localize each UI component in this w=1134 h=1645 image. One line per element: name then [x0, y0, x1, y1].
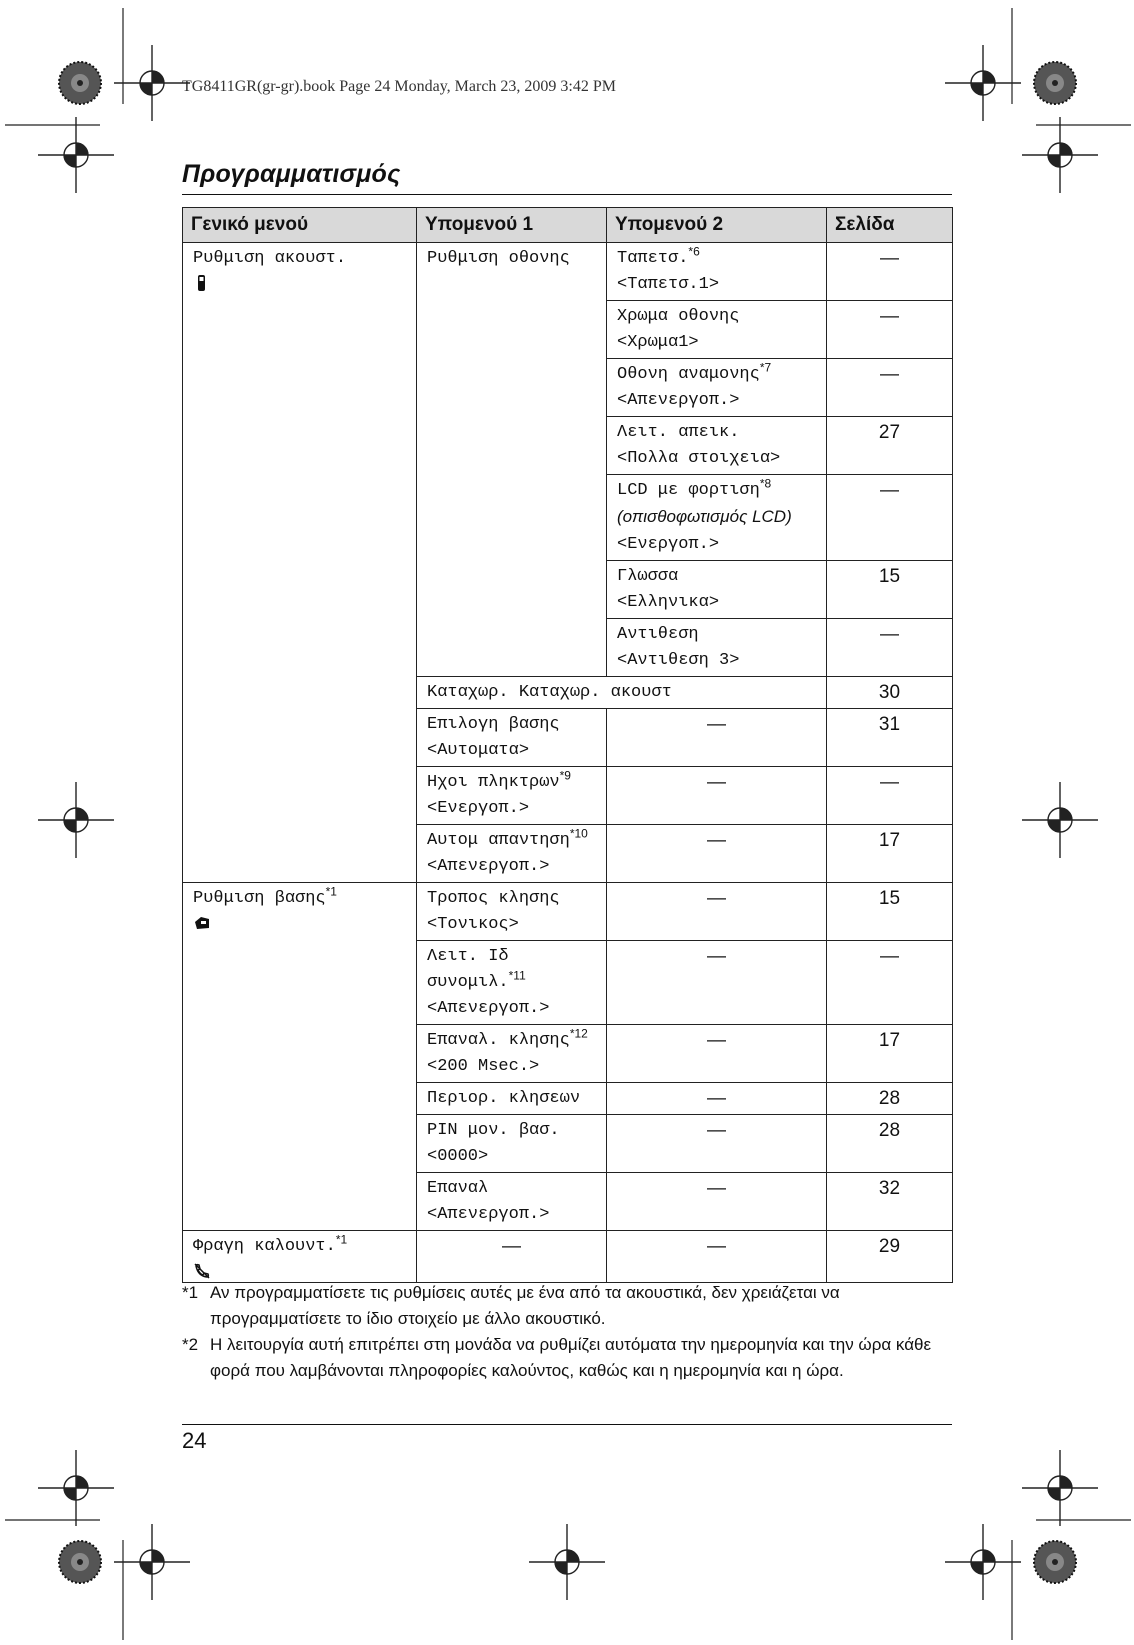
- submenu2-label: LCD με φορτιση: [617, 481, 760, 500]
- page-cell: —: [827, 767, 953, 825]
- submenu1-label: Τροπος κλησης: [427, 889, 560, 908]
- submenu2-note: (οπισθοφωτισμός LCD): [617, 507, 792, 526]
- submenu2-cell: —: [607, 1173, 827, 1231]
- page-cell: 28: [827, 1115, 953, 1173]
- registration-burst: [1034, 62, 1076, 104]
- footnote-ref: *9: [559, 768, 571, 783]
- submenu2-cell: —: [607, 1231, 827, 1283]
- submenu2-cell: —: [607, 1083, 827, 1115]
- submenu1-label: Περιορ. κλησεων: [427, 1089, 581, 1108]
- header-submenu-2: Υπομενού 2: [607, 208, 827, 243]
- footnote-ref: *10: [569, 826, 588, 841]
- default-value: <Αντιθεση 3>: [617, 651, 740, 670]
- registration-burst: [59, 62, 101, 104]
- default-value: <Ενεργοπ.>: [617, 535, 720, 554]
- footnote-mark: *2: [182, 1335, 199, 1354]
- page-cell: —: [827, 301, 953, 359]
- submenu2-label: Γλωσσα: [617, 567, 679, 586]
- printer-header: TG8411GR(gr-gr).book Page 24 Monday, March 23, 2009 3:42 PM: [182, 78, 616, 95]
- submenu2-cell: —: [607, 825, 827, 883]
- page-cell: 27: [827, 417, 953, 475]
- page-cell: 31: [827, 709, 953, 767]
- default-value: <Πολλα στοιχεια>: [617, 449, 781, 468]
- main-menu-label: Ρυθμιση βασης: [193, 889, 326, 908]
- default-value: <Τονικος>: [427, 915, 519, 934]
- footnote-ref: *1: [335, 1232, 348, 1247]
- default-value: <Απενεργοπ.>: [427, 857, 550, 876]
- submenu2-cell: —: [607, 1025, 827, 1083]
- submenu2-label: Ταπετσ.: [617, 249, 689, 268]
- footnote-ref: *1: [325, 884, 337, 899]
- default-value: <200 Msec.>: [427, 1057, 540, 1076]
- footnote-text: Αν προγραμματίσετε τις ρυθμίσεις αυτές με ένα από τα ακουστικά, δεν χρειάζεται να προγραμματίσετε το ίδιο στοιχείο με άλλο ακουστικό.: [210, 1283, 840, 1328]
- submenu1-label: Ρυθμιση οθονης: [427, 249, 570, 268]
- footnote-ref: *6: [688, 244, 700, 259]
- page-cell: 32: [827, 1173, 953, 1231]
- submenu1-label: Αυτομ απαντηση: [427, 831, 570, 850]
- submenu2-label: Αντιθεση: [617, 625, 699, 644]
- header-submenu-1: Υπομενού 1: [417, 208, 607, 243]
- submenu2-cell: —: [607, 1115, 827, 1173]
- submenu2-label: Λειτ. απεικ.: [617, 423, 740, 442]
- default-value: <Ταπετσ.1>: [617, 275, 720, 294]
- page-cell: 17: [827, 825, 953, 883]
- footnote-ref: *11: [508, 968, 526, 983]
- default-value: <Ελληνικα>: [617, 593, 720, 612]
- page-cell: 29: [827, 1231, 953, 1283]
- submenu2-cell: —: [607, 941, 827, 1025]
- default-value: <Αυτοματα>: [427, 741, 530, 760]
- footnote-ref: *7: [759, 360, 772, 375]
- submenu2-cell: —: [607, 767, 827, 825]
- submenu1-label: Επαναλ. κλησης: [427, 1031, 570, 1050]
- submenu1-cell: —: [417, 1231, 607, 1283]
- submenu1-label: Λειτ. Ιδ: [427, 947, 509, 966]
- submenu1-label: Επιλογη βασης: [427, 715, 560, 734]
- page-cell: 17: [827, 1025, 953, 1083]
- page-cell: —: [827, 359, 953, 417]
- footnote-text: Η λειτουργία αυτή επιτρέπει στη μονάδα να ρυθμίζει αυτόματα την ημερομηνία και την ώρα κάθε φορά που λαμβάνονται πληροφορίες καλούντος, καθώς και η ημερομηνία και η ώρα.: [210, 1335, 932, 1380]
- submenu1-label: Καταχωρ. Καταχωρ. ακουστ: [427, 683, 672, 702]
- header-main-menu: Γενικό μενού: [183, 208, 417, 243]
- default-value: <Ενεργοπ.>: [427, 799, 530, 818]
- footnote-mark: *1: [182, 1283, 199, 1302]
- submenu1-label-line2: συνομιλ.: [427, 973, 509, 992]
- registration-burst: [1034, 1541, 1076, 1583]
- footnote-ref: *12: [569, 1026, 588, 1041]
- submenu1-label: Ηχοι πληκτρων: [427, 773, 560, 792]
- section-title: Προγραμματισμός: [182, 160, 401, 188]
- page-cell: 15: [827, 561, 953, 619]
- footnote-ref: *8: [759, 476, 772, 491]
- page-cell: 30: [827, 677, 953, 709]
- main-menu-label: Ρυθμιση ακουστ.: [193, 249, 347, 268]
- page-cell: —: [827, 619, 953, 677]
- submenu2-label: Οθονη αναμονης: [617, 365, 760, 384]
- page-cell: —: [827, 243, 953, 301]
- main-menu-label: Φραγη καλουντ.: [193, 1237, 336, 1256]
- submenu2-cell: —: [607, 709, 827, 767]
- default-value: <Χρωμα1>: [617, 333, 699, 352]
- submenu1-label: PIN μον. βασ.: [427, 1121, 560, 1140]
- default-value: <0000>: [427, 1147, 489, 1166]
- submenu2-label: Χρωμα οθονης: [617, 307, 740, 326]
- page-cell: —: [827, 475, 953, 561]
- page-cell: 15: [827, 883, 953, 941]
- page-number: 24: [182, 1428, 207, 1453]
- default-value: <Απενεργοπ.>: [427, 999, 550, 1018]
- default-value: <Απενεργοπ.>: [617, 391, 740, 410]
- header-page: Σελίδα: [827, 208, 953, 243]
- default-value: <Απενεργοπ.>: [427, 1205, 550, 1224]
- registration-burst: [59, 1541, 101, 1583]
- page-cell: 28: [827, 1083, 953, 1115]
- submenu2-cell: —: [607, 883, 827, 941]
- page-cell: —: [827, 941, 953, 1025]
- submenu1-label: Επαναλ: [427, 1179, 489, 1198]
